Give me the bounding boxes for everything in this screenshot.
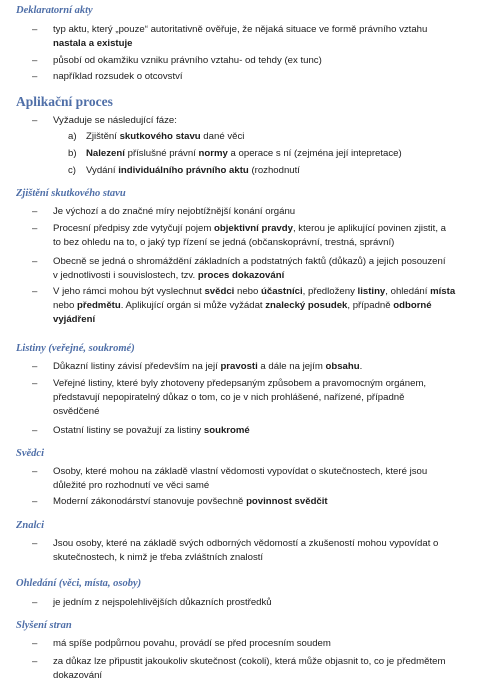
bullet-dash: – <box>32 656 38 667</box>
list-item-text: V jeho rámci mohou být vyslechnut svědci nebo účastníci, předloženy listiny, ohledání místa nebo předmětu. Aplikující orgán si může vyžádat znalecký posudek, případně odborné vyjádření <box>53 286 456 325</box>
heading-zjisteni-skutkoveho-stavu: Zjištění skutkového stavu <box>16 188 126 199</box>
bullet-dash: – <box>32 361 38 372</box>
bullet-dash: – <box>32 71 38 82</box>
bullet-dash: – <box>32 425 38 436</box>
bullet-dash: – <box>32 378 38 389</box>
sub-item-a: a) Zjištění skutkového stavu dané věci <box>68 131 245 142</box>
heading-listiny: Listiny (veřejné, soukromé) <box>16 343 135 354</box>
sub-item-b: b) Nalezení příslušné právní normy a operace s ní (zejména její intepretace) <box>68 148 402 159</box>
bullet-dash: – <box>32 496 38 507</box>
list-item-text: působí od okamžiku vzniku právního vztahu- od tehdy (ex tunc) <box>53 55 322 66</box>
bullet-dash: – <box>32 223 38 234</box>
bullet-dash: – <box>32 115 38 126</box>
sub-item-label: c) <box>68 165 76 176</box>
sub-item-label: b) <box>68 148 77 159</box>
heading-svedci: Svědci <box>16 448 44 459</box>
list-item-text: typ aktu, který „pouze“ autoritativně ověřuje, že nějaká situace ve formě právního vztahu nastala a existuje <box>53 24 428 49</box>
heading-deklaratorni-akty: Deklaratorní akty <box>16 5 93 16</box>
list-item-text: má spíše podpůrnou povahu, provádí se před procesním soudem <box>53 638 331 649</box>
list-item-text: Procesní předpisy zde vytyčují pojem objektivní pravdy, kterou je aplikující povinen zjistit, a to bez ohledu na to, o jaký typ řízení se jedná (občanskoprávní, trestná, správní) <box>53 223 446 248</box>
bullet-dash: – <box>32 638 38 649</box>
bullet-dash: – <box>32 206 38 217</box>
list-item-text: Obecně se jedná o shromáždění základních a podstatných faktů (důkazů) a jejich posouzení v jednotlivosti i souvislostech, tzv. proces dokazování <box>53 256 446 281</box>
heading-ohledani: Ohledání (věci, místa, osoby) <box>16 578 142 589</box>
bullet-dash: – <box>32 466 38 477</box>
list-item-text: Vyžaduje se následující fáze: <box>53 115 177 126</box>
list-item-text: je jedním z nejspolehlivějších důkazních prostředků <box>53 597 272 608</box>
list-item-text: Osoby, které mohou na základě vlastní vědomosti vypovídat o skutečnostech, které jsou důležité pro rozhodnutí ve věci samé <box>53 466 428 491</box>
list-item-text: Důkazní listiny závisí především na její pravosti a dále na jejím obsahu. <box>53 361 363 372</box>
list-item-text: za důkaz lze připustit jakoukoliv skutečnost (cokoli), která může objasnit to, co je předmětem dokazování <box>53 656 446 681</box>
bullet-dash: – <box>32 256 38 267</box>
list-item-text: Je výchozí a do značné míry nejobtížnější konání orgánu <box>53 206 296 217</box>
bullet-dash: – <box>32 597 38 608</box>
list-item-text: Veřejné listiny, které byly zhotoveny předepsaným způsobem a pravomocným orgánem, představují nepopiratelný důkaz o tom, co je v nich prohlášené, nařízené, případně osvědčené <box>53 378 427 417</box>
bullet-dash: – <box>32 55 38 66</box>
list-item-text: Jsou osoby, které na základě svých odborných vědomostí a zkušeností mohou vypovídat o skutečnostech, k nimž je třeba zvláštních znalostí <box>53 538 439 563</box>
sub-item-c: c) Vydání individuálního právního aktu (rozhodnutí <box>68 165 300 176</box>
bullet-dash: – <box>32 538 38 549</box>
list-item-text: Ostatní listiny se považují za listiny soukromé <box>53 425 250 436</box>
list-item-text: například rozsudek o otcovství <box>53 71 183 82</box>
list-item-text: Moderní zákonodárství stanovuje povšechně povinnost svědčit <box>53 496 328 507</box>
heading-slyseni-stran: Slyšení stran <box>16 620 72 631</box>
heading-znalci: Znalci <box>16 520 44 531</box>
list-item <box>32 23 487 51</box>
bullet-dash: – <box>32 24 38 35</box>
bullet-dash: – <box>32 286 38 297</box>
heading-aplikacni-proces: Aplikační proces <box>16 94 113 109</box>
sub-item-label: a) <box>68 131 77 142</box>
